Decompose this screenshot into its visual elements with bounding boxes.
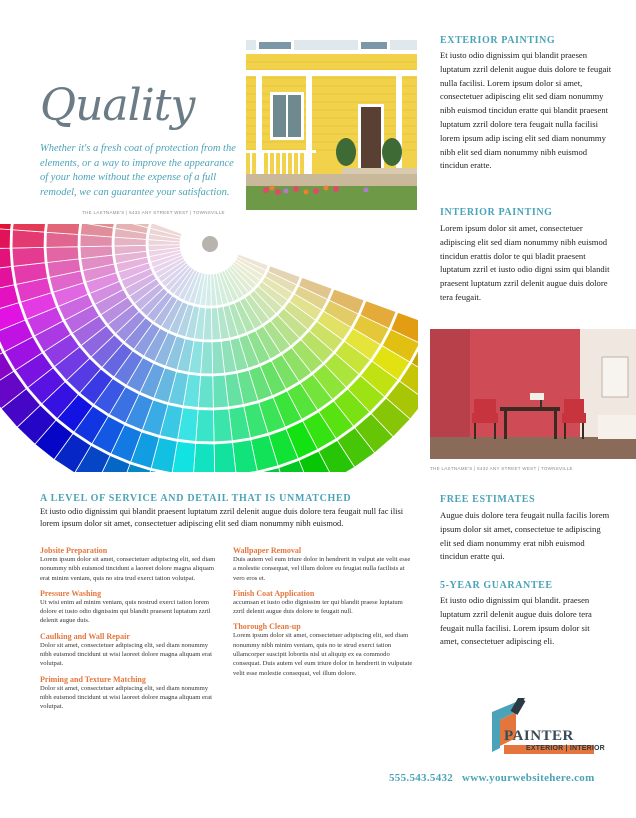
service-text: Ut wisi enim ad minim veniam, quis nostrud exerci tation lorem dolore et iusto odio dignissim qui blandit praesent luptatum zzril delenit augue duis.	[40, 598, 211, 625]
free-estimates-heading: FREE ESTIMATES	[440, 494, 536, 505]
page-title: Quality	[40, 80, 195, 131]
service-title: Thorough Clean-up	[233, 622, 301, 632]
guarantee-text: Et iusto odio dignissim qui blandit. praesen luptatum zzril delenit augue duis dolore tera feugait nulla facilisi. Lorem ipsum dolor sit amet, consectetuer adipiscing eli.	[440, 595, 592, 647]
exterior-painting-heading: EXTERIOR PAINTING	[440, 35, 556, 46]
free-estimates-text: Augue duis dolore tera feugait nulla facilis lorem ipsum dolor sit amet, consectetue te adipiscing elit sed diam nonummy erat nibh euismod tincidun eratte qui.	[440, 510, 610, 562]
service-title: Pressure Washing	[40, 588, 102, 598]
services-left-column	[40, 546, 218, 712]
service-text: Lorem ipsum dolor sit amet, consectetuer adipiscing elit, sed diam nonummy nibh minim veniam, quis no te strud exerci tation ullamcorper suscipit lobortis nisl ut aliquip ex ea commodo consequat. Duis autem vel eum iriure dolor in hendrerit in vulputate velit esse molestie consequat, vel illum dolore.	[233, 632, 413, 677]
service-item	[40, 589, 218, 626]
website-link[interactable]: www.yourwebsitehere.com	[462, 772, 595, 784]
service-heading: A LEVEL OF SERVICE AND DETAIL THAT IS UNMATCHED	[40, 493, 352, 504]
service-item	[40, 546, 218, 583]
service-text: accumsan et iusto odio dignissim ter qui blandit praese luptatum zzril delenit augue duis dolore te feugait null.	[233, 598, 403, 616]
logo-name: PAINTER	[504, 728, 574, 744]
service-text: Dolor sit amet, consectetuer adipiscing elit, sed diam nonummy nibh euismod tincidunt ut wisi laoreet dolore magna aliquam erat volutpat.	[40, 641, 212, 668]
service-item	[233, 589, 413, 617]
service-title: Priming and Texture Matching	[40, 674, 146, 684]
color-fan-image	[0, 224, 418, 472]
services-right-column	[233, 546, 413, 678]
painter-logo	[486, 698, 616, 760]
interior-painting-heading: INTERIOR PAINTING	[440, 207, 553, 218]
service-item	[233, 622, 413, 677]
service-intro-text: Et iusto odio dignissim qui blandit praesent luptatum zzril delenit augue duis dolore tera feugait null fac ilisi lorem ipsum dolor sit amet, consectetuer adipiscing elit sed diam nonummy nibh euismod.	[40, 507, 404, 528]
tagline: Whether it's a fresh coat of protection from the elements, or a way to improve the appearance of your home without the expense of a full remodel, we can guarantee your satisfaction.	[40, 143, 236, 198]
logo-sub: EXTERIOR | INTERIOR	[526, 745, 605, 752]
phone-number: 555.543.5432	[389, 772, 454, 784]
service-item	[40, 675, 218, 712]
service-item	[233, 546, 413, 583]
address-caption: THE LASTNAME'S | 5432 ANY STREET WEST | TOWNSVILLE	[82, 210, 225, 215]
service-text: Lorem ipsum dolor sit amet, consectetuer adipiscing elit, sed diam nonummy nibh euismod tincidunt a laoreet dolore magna aliquam erat minim veniam, quis no stra trud exerci tation volutpat.	[40, 556, 216, 582]
service-text: Dolor sit amet, consectetuer adipiscing elit, sed diam nonummy nibh euismod tincidunt ut wisi laoreet dolore magna aliquam erat volutpat.	[40, 684, 212, 711]
address-caption-room: THE LASTNAME'S | 5432 ANY STREET WEST | TOWNSVILLE	[430, 466, 573, 471]
guarantee-heading: 5-YEAR GUARANTEE	[440, 580, 553, 591]
service-item	[40, 632, 218, 669]
service-title: Wallpaper Removal	[233, 546, 302, 555]
service-title: Caulking and Wall Repair	[40, 631, 130, 641]
living-room-photo	[430, 329, 636, 459]
house-photo	[246, 40, 417, 210]
service-text: Duis autem vel eum iriure dolor in hendrerit in vulput ate velit esse a molestie consequat, vel illum dolore eu feugiat nulla facilisis at vero eros et.	[233, 556, 411, 582]
exterior-painting-text: Et iusto odio dignissim qui blandit praesen luptatum zzril delenit augue duis dolore te feugait nulla facilisi. Lorem ipsum dolor si amet, consectetuer adipiscing elit sed diam nonummy nibh euismod tincidun eratte qui blandit praesent luptatum zzril dolore tera feugait nulla facilisi lorem ipsum adip iscing elit sed diam nonummy nibh elit sed diam nonummy nibh euismod tincidun eratte.	[440, 50, 612, 171]
service-title: Finish Coat Application	[233, 588, 315, 598]
service-title: Jobsite Preparation	[40, 546, 108, 555]
interior-painting-text: Lorem ipsum dolor sit amet, consectetuer adipiscing elit sed diam nonummy nibh euismod tincidun erattis dolor te qui bladit praesent luptatum zzril et iusto odio digni ssim qui blandit praesent luptatum zzril delenit augue duis dolore tera feugait.	[440, 223, 610, 302]
